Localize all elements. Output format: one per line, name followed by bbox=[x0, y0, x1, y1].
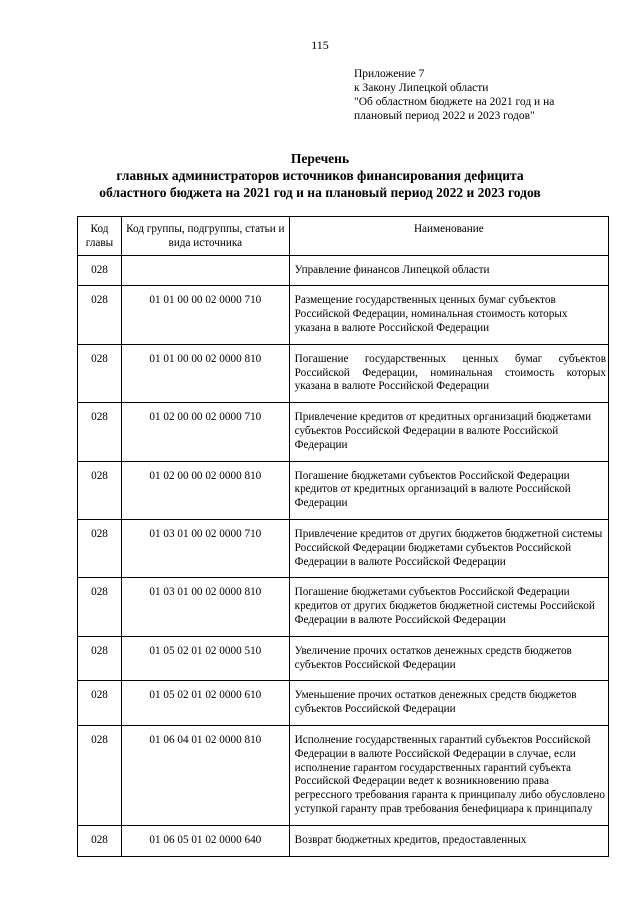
title-line: областного бюджета на 2021 год и на плановый период 2022 и 2023 годов bbox=[99, 185, 541, 200]
chapter-code-cell: 028 bbox=[78, 825, 122, 856]
name-cell: Управление финансов Липецкой области bbox=[289, 255, 608, 286]
table-row bbox=[78, 286, 609, 344]
chapter-code-cell: 028 bbox=[78, 286, 122, 344]
table-row bbox=[78, 255, 609, 286]
table-row bbox=[78, 344, 609, 402]
name-cell: Уменьшение прочих остатков денежных средств бюджетов субъектов Российской Федерации bbox=[289, 681, 608, 726]
source-code-cell: 01 03 01 00 02 0000 810 bbox=[121, 578, 289, 636]
source-code-cell bbox=[121, 255, 289, 286]
table-header-row bbox=[78, 217, 609, 256]
chapter-code-cell: 028 bbox=[78, 344, 122, 402]
header-source-code: Код группы, подгруппы, статьи и вида источника bbox=[121, 217, 289, 256]
chapter-code-cell: 028 bbox=[78, 519, 122, 577]
name-cell: Привлечение кредитов от кредитных организаций бюджетами субъектов Российской Федерации в валюте Российской Федерации bbox=[289, 403, 608, 461]
administrators-table bbox=[77, 216, 609, 857]
header-chapter-code: Код главы bbox=[78, 217, 122, 256]
table-row bbox=[78, 461, 609, 519]
table-row bbox=[78, 725, 609, 825]
table-row bbox=[78, 578, 609, 636]
source-code-cell: 01 06 04 01 02 0000 810 bbox=[121, 725, 289, 825]
source-code-cell: 01 01 00 00 02 0000 810 bbox=[121, 344, 289, 402]
source-code-cell: 01 03 01 00 02 0000 710 bbox=[121, 519, 289, 577]
name-cell: Погашение бюджетами субъектов Российской Федерации кредитов от кредитных организаций в валюте Российской Федерации bbox=[289, 461, 608, 519]
chapter-code-cell: 028 bbox=[78, 255, 122, 286]
chapter-code-cell: 028 bbox=[78, 578, 122, 636]
chapter-code-cell: 028 bbox=[78, 725, 122, 825]
appendix-line: Приложение 7 bbox=[354, 68, 425, 80]
chapter-code-cell: 028 bbox=[78, 461, 122, 519]
name-cell: Исполнение государственных гарантий субъектов Российской Федерации в валюте Российской Федерации в случае, если исполнение гарантом государственных гарантий субъекта Российской Федерации ведет к возникновению права регрессного требования гаранта к принципалу либо обусловлено уступкой гаранту прав требования бенефициара к принципалу bbox=[289, 725, 608, 825]
name-cell: Погашение государственных ценных бумаг субъектов Российской Федерации, номинальная стоимость которых указана в валюте Российской Федерации bbox=[289, 344, 608, 402]
name-cell: Возврат бюджетных кредитов, предоставленных bbox=[289, 825, 608, 856]
source-code-cell: 01 02 00 00 02 0000 810 bbox=[121, 461, 289, 519]
name-cell: Размещение государственных ценных бумаг субъектов Российской Федерации, номинальная стоимость которых указана в валюте Российской Федерации bbox=[289, 286, 608, 344]
table-row bbox=[78, 519, 609, 577]
appendix-line: к Закону Липецкой области bbox=[354, 82, 489, 94]
name-cell: Погашение бюджетами субъектов Российской Федерации кредитов от других бюджетов бюджетной системы Российской Федерации в валюте Российской Федерации bbox=[289, 578, 608, 636]
appendix-line: плановый период 2022 и 2023 годов" bbox=[354, 110, 535, 122]
table-row bbox=[78, 825, 609, 856]
source-code-cell: 01 02 00 00 02 0000 710 bbox=[121, 403, 289, 461]
chapter-code-cell: 028 bbox=[78, 681, 122, 726]
chapter-code-cell: 028 bbox=[78, 636, 122, 681]
table-row bbox=[78, 636, 609, 681]
appendix-line: "Об областном бюджете на 2021 год и на bbox=[354, 96, 555, 108]
appendix-reference bbox=[354, 67, 624, 123]
chapter-code-cell: 028 bbox=[78, 403, 122, 461]
source-code-cell: 01 05 02 01 02 0000 510 bbox=[121, 636, 289, 681]
table-row bbox=[78, 681, 609, 726]
page-number: 115 bbox=[311, 38, 329, 52]
source-code-cell: 01 01 00 00 02 0000 710 bbox=[121, 286, 289, 344]
source-code-cell: 01 05 02 01 02 0000 610 bbox=[121, 681, 289, 726]
table-row bbox=[78, 403, 609, 461]
document-title bbox=[0, 150, 640, 201]
title-line: главных администраторов источников финансирования дефицита bbox=[116, 168, 524, 183]
title-line: Перечень bbox=[290, 151, 350, 166]
name-cell: Увеличение прочих остатков денежных средств бюджетов субъектов Российской Федерации bbox=[289, 636, 608, 681]
source-code-cell: 01 06 05 01 02 0000 640 bbox=[121, 825, 289, 856]
header-name: Наименование bbox=[289, 217, 608, 256]
name-cell: Привлечение кредитов от других бюджетов бюджетной системы Российской Федерации бюджетами субъектов Российской Федерации в валюте Российской Федерации bbox=[289, 519, 608, 577]
